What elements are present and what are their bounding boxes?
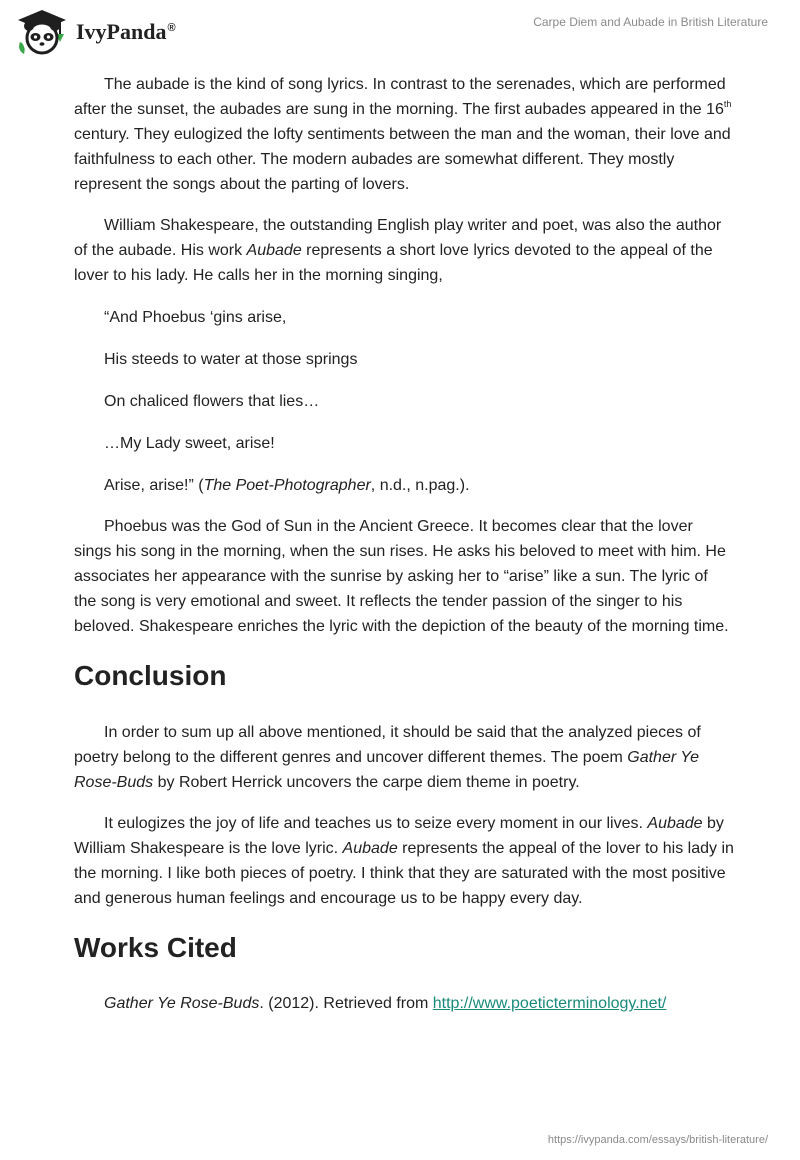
- panda-graduate-icon: [14, 8, 70, 56]
- essay-content: [74, 72, 734, 1016]
- quote-line-1: “And Phoebus ‘gins arise,: [104, 309, 287, 326]
- paragraph-shakespeare: William Shakespeare, the outstanding English play writer and poet, was also the author of the aubade. His work Aubade represents a short love lyrics devoted to the appeal of the lover to his lady. He calls her in the morning singing,: [74, 217, 722, 284]
- citation-gather-ye-rose-buds: Gather Ye Rose-Buds. (2012). Retrieved from http://www.poeticterminology.net/: [104, 995, 667, 1012]
- quote-line-5: Arise, arise!” (The Poet-Photographer, n.d., n.pag.).: [104, 477, 470, 494]
- citation-link[interactable]: http://www.poeticterminology.net/: [432, 995, 667, 1012]
- footer-url: https://ivypanda.com/essays/british-literature/: [547, 1134, 768, 1146]
- page-header: [0, 0, 800, 64]
- heading-works-cited: Works Cited: [74, 932, 237, 963]
- paragraph-phoebus: Phoebus was the God of Sun in the Ancient Greece. It becomes clear that the lover sings his song in the morning, when the sun rises. He asks his beloved to meet with him. He associates her appearance with the sunrise by asking her to “arise” like a sun. The lyric of the song is very emotional and sweet. It reflects the tender passion of the singer to his beloved. Shakespeare enriches the lyric with the depiction of the beauty of the morning time.: [74, 518, 729, 635]
- ivypanda-logo[interactable]: [14, 8, 176, 56]
- document-title: Carpe Diem and Aubade in British Literature: [533, 15, 768, 29]
- quote-line-4: …My Lady sweet, arise!: [104, 435, 275, 452]
- paragraph-conclusion-1: In order to sum up all above mentioned, it should be said that the analyzed pieces of poetry belong to the different genres and uncover different themes. The poem Gather Ye Rose-Buds by Robert Herrick uncovers the carpe diem theme in poetry.: [74, 724, 701, 791]
- quote-line-2: His steeds to water at those springs: [104, 351, 358, 368]
- paragraph-aubade-intro: The aubade is the kind of song lyrics. In contrast to the serenades, which are performed after the sunset, the aubades are sung in the morning. The first aubades appeared in the 16th century. They eulogized the lofty sentiments between the man and the woman, their love and faithfulness to each other. The modern aubades are somewhat different. They mostly represent the songs about the parting of lovers.: [74, 76, 732, 193]
- heading-conclusion: Conclusion: [74, 660, 227, 691]
- quote-line-3: On chaliced flowers that lies…: [104, 393, 320, 410]
- brand-name: IvyPanda®: [76, 19, 176, 44]
- paragraph-conclusion-2: It eulogizes the joy of life and teaches us to seize every moment in our lives. Aubade by William Shakespeare is the love lyric. Aubade represents the appeal of the lover to his lady in the morning. I like both pieces of poetry. I think that they are saturated with the most positive and generous human feelings and encourage us to be happy every day.: [74, 815, 734, 907]
